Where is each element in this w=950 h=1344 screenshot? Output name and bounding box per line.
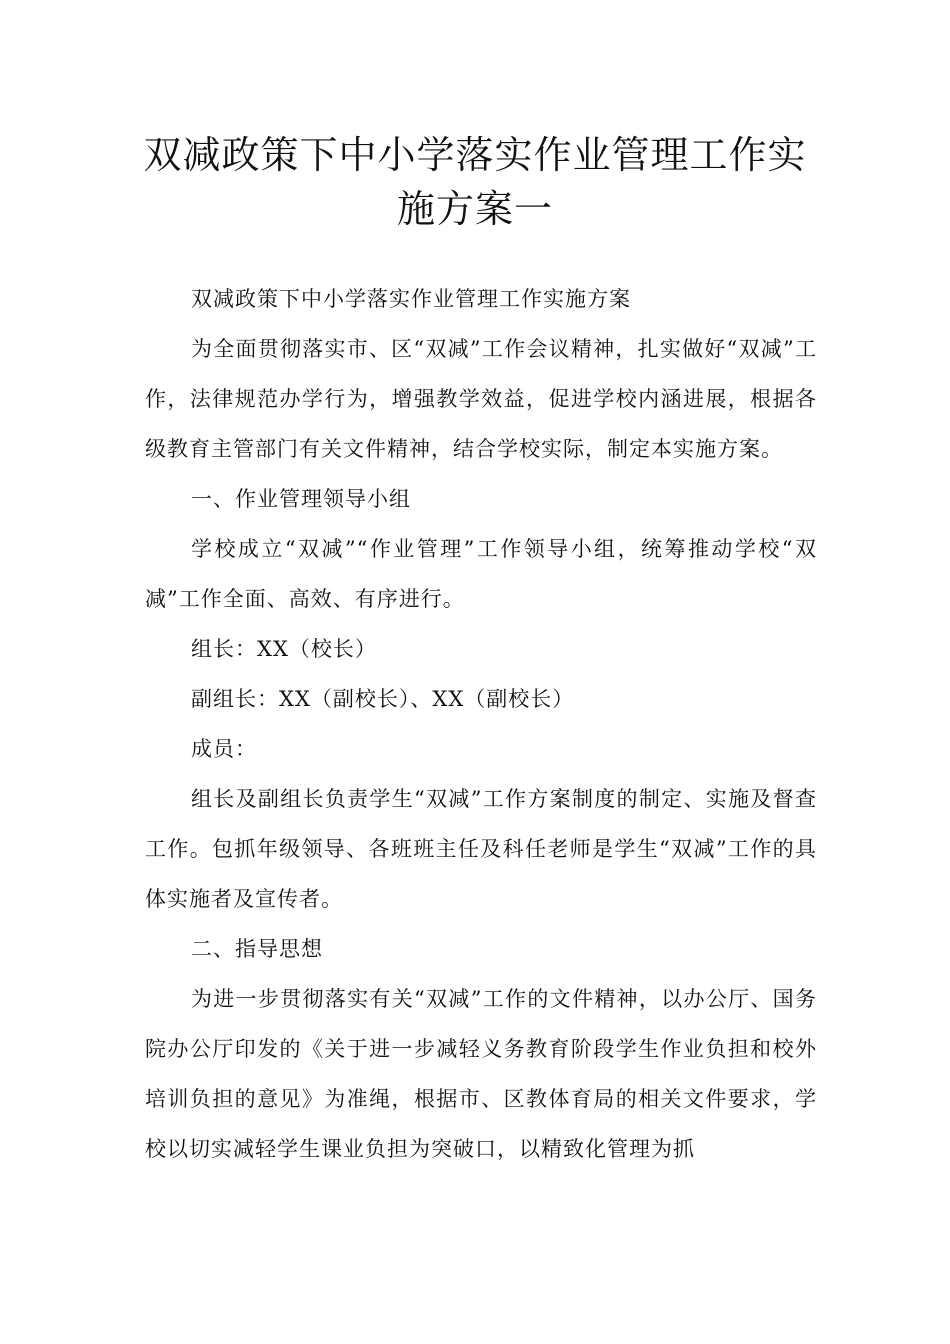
document-body (145, 274, 817, 1174)
document-title: 双减政策下中小学落实作业管理工作实施方案一 (143, 133, 807, 231)
paragraph-intro: 为全面贯彻落实市、区“双减”工作会议精神，扎实做好“双减”工作，法律规范办学行为，增强教学效益，促进学校内涵进展，根据各级教育主管部门有关文件精神，结合学校实际，制定本实施方案。 (145, 337, 817, 461)
paragraph-responsibilities: 组长及副组长负责学生“双减”工作方案制度的制定、实施及督查工作。包抓年级领导、各班班主任及科任老师是学生“双减”工作的具体实施者及宣传者。 (145, 787, 817, 911)
section-heading-leadership-group: 一、作业管理领导小组 (191, 487, 411, 511)
paragraph-group-leader: 组长：XX（校长） (191, 637, 377, 661)
paragraph-deputy-leader: 副组长：XX（副校长）、XX（副校长） (191, 687, 575, 711)
section-heading-guiding-ideology: 二、指导思想 (191, 937, 323, 961)
paragraph-leadership-group: 学校成立“双减”“作业管理”工作领导小组，统筹推动学校“双减”工作全面、高效、有序进行。 (145, 537, 817, 611)
paragraph-subtitle: 双减政策下中小学落实作业管理工作实施方案 (191, 287, 631, 311)
paragraph-guiding-ideology: 为进一步贯彻落实有关“双减”工作的文件精神，以办公厅、国务院办公厅印发的《关于进一步减轻义务教育阶段学生作业负担和校外培训负担的意见》为准绳，根据市、区教体育局的相关文件要求，学校以切实减轻学生课业负担为突破口，以精致化管理为抓 (145, 987, 817, 1161)
paragraph-members: 成员： (191, 737, 257, 761)
